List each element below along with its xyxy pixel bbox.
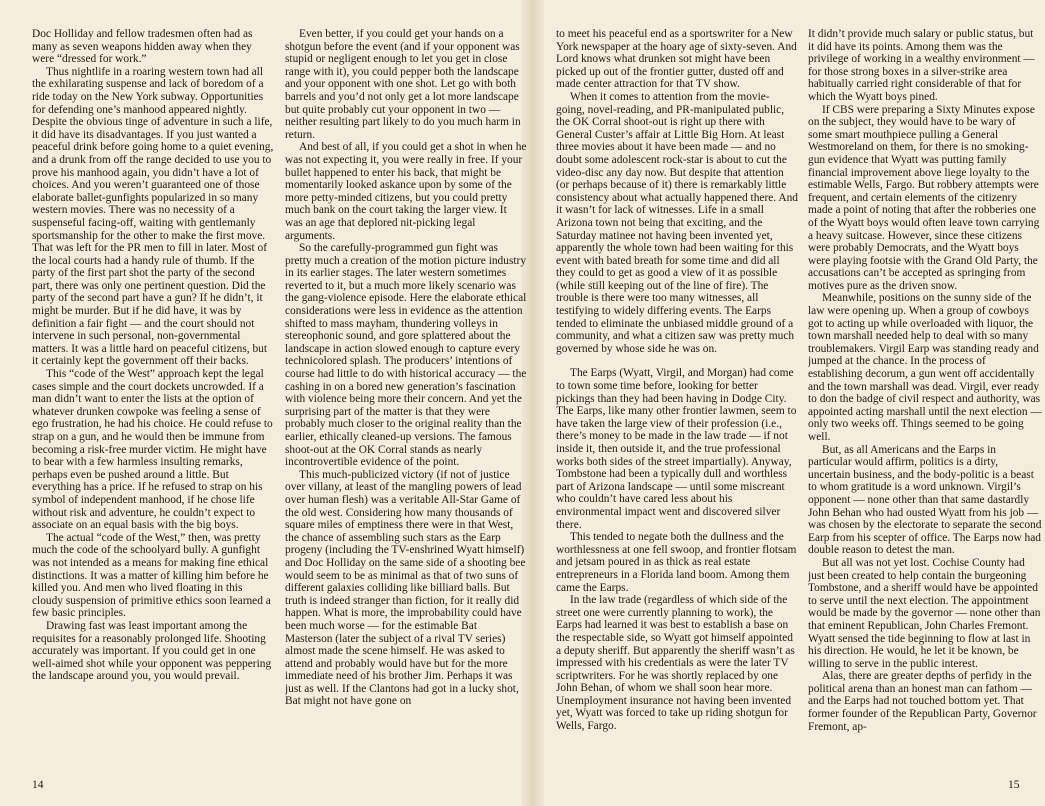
paragraph: The Earps (Wyatt, Virgil, and Morgan) had come to town some time before, looking for better pickings than they had been having in Dodge City. The Earps, like many other frontier lawmen, seem to have taken the large view of their profession (i.e., there’s money to be made in the law trade — if not inside it, then outside it, and the true professional works both sides of the street impartially). Anyway, Tombstone had been a typically dull and worthless part of Arizona landscape — until some miscreant who couldn’t have cared less about his environmental impact went and discovered silver there. xyxy=(556,367,797,531)
paragraph: Meanwhile, positions on the sunny side of the law were opening up. When a group of cowboys got to acting up while overloaded with liquor, the town marshall needed help to deal with so many troublemakers. Virgil Earp was standing ready and jumped at the chance. In the process of establishing decorum, a gun went off accidentally and the town marshall was dead. Virgil, ever ready to don the badge of civil respect and authority, was appointed acting marshall until the next election — only two weeks off. Things seemed to be going well. xyxy=(808,292,1042,443)
paragraph: to meet his peaceful end as a sportswriter for a New York newspaper at the hoary age of sixty-seven. And Lord knows what drunken sot might have been picked up out of the frontier gutter, dusted off and made center attraction for that TV show. xyxy=(556,28,797,91)
paragraph: But all was not yet lost. Cochise County had just been created to help contain the burgeoning Tombstone, and a sheriff would have be appointed to serve until the next election. The appointment would be made by the governor — none other than that eminent Republican, John Charles Fremont. Wyatt sensed the tide beginning to flow at last in his direction. He would, he let it be known, be willing to serve in the public interest. xyxy=(808,556,1041,670)
left-page-column-2 xyxy=(285,28,527,780)
paragraph: It didn’t provide much salary or public status, but it did have its points. Among them was the privilege of working in a wealthy environment — for those strong boxes in a silver-strike area habitually carried right considerable of that for which the Wyatt boys pined. xyxy=(808,28,1035,103)
right-page-column-1 xyxy=(556,28,798,780)
right-page-number: 15 xyxy=(1008,779,1020,791)
paragraph: Thus nightlife in a roaring western town had all the exhilarating suspense and lack of boredom of a ride today on the New York subway. Opportunities for defending one’s manhood appeared nightly. Despite the obvious tinge of adventure in such a life, it did have its disadvantages. If you just wanted a peaceful drink before going home to a quiet evening, and a drunk from off the range decided to use you to prove his manhood again, you didn’t have a lot of choices. And you weren’t guaranteed one of those elaborate ballet-gunfights popularized in so many western movies. There was no necessity of a suspenseful facing-off, waiting with gentlemanly sportsmanship for the other to make the first move. That was left for the PR men to fill in later. Most of the local courts had a handy rule of thumb. If the party of the first part shot the party of the second part, there was only one pertinent question. Did the party of the second part have a gun? If he didn’t, it might be murder. But if he did have, it was by definition a fair fight — and the court should not intervene in such personal, non-governmental matters. It was a little hard on peaceful citizens, but it certainly kept the government off their backs. xyxy=(32,65,274,368)
paragraph: This tended to negate both the dullness and the worthlessness at one fell swoop, and frontier flotsam and jetsam poured in as thick as real estate entrepreneurs in a Florida land boom. Among them came the Earps. xyxy=(556,531,797,594)
paragraph: This “code of the West” approach kept the legal cases simple and the court dockets uncrowded. If a man didn’t want to enter the lists at the option of whatever drunken cowpoke was feeling a sense of ego frustration, he had his choice. He could refuse to strap on a gun, and he would then be immune from becoming a risk-free murder victim. He might have to bear with a few harmless insulting remarks, perhaps even be pushed around a little. But everything has a price. If he refused to strap on his symbol of independent manhood, if he chose life without risk and adventure, he couldn’t expect to associate on an equal basis with the big boys. xyxy=(32,368,273,532)
paragraph: In the law trade (regardless of which side of the street one were currently planning to work), the Earps had learned it was best to establish a base on the respectable side, so Wyatt got himself appointed a deputy sheriff. But apparently the sheriff wasn’t as impressed with his credentials as were the later TV scriptwriters. For he was shortly replaced by one John Behan, of whom we shall soon hear more. Unemployment insurance not having been invented yet, Wyatt was forced to take up riding shotgun for Wells, Fargo. xyxy=(556,594,795,733)
paragraph: Doc Holliday and fellow tradesmen often had as many as seven weapons hidden away when they were “dressed for work.” xyxy=(32,28,253,66)
paragraph: This much-publicized victory (if not of justice over villany, at least of the mangling powers of lead over human flesh) was a veritable All-Star Game of the old west. Considering how many thousands of square miles of emptiness there were in that West, the chance of assembling such stars as the Earp progeny (including the TV-enshrined Wyatt himself) and Doc Holliday on the same side of a shooting bee would seem to be as minimal as that of two suns of different galaxies colliding like billiard balls. But truth is indeed stranger than fiction, for it really did happen. What is more, the improbability could have been much worse — for the estimable Bat Masterson (later the subject of a rival TV series) almost made the scene himself. He was asked to attend and probably would have but for the more immediate need of his brother Jim. Perhaps it was just as well. If the Clantons had got in a lucky shot, Bat might not have gone on xyxy=(285,468,526,708)
paragraph: Drawing fast was least important among the requisites for a reasonably prolonged life. Shooting accurately was important. If you could get in one well-aimed shot while your opponent was peppering the landscape around you, you would prevail. xyxy=(32,619,272,683)
left-page-column-1 xyxy=(32,28,274,780)
paragraph: The actual “code of the West,” then, was pretty much the code of the schoolyard bully. A gunfight was not intended as a means for making fine ethical distinctions. It was a matter of killing him before he killed you. And men who lived floating in this cloudy suspension of primitive ethics soon learned a few basic principles. xyxy=(32,531,271,620)
paragraph: If CBS were preparing a Sixty Minutes expose on the subject, they would have to be wary of some smart mouthpiece pulling a General Westmoreland on them, for there is no smoking-gun evidence that Wyatt was putting family financial improvement above liege loyalty to the estimable Wells, Fargo. But robbery attempts were frequent, and certain elements of the citizenry made a point of noting that after the robberies one of the Wyatt boys would often leave town carrying a heavy suitcase. However, since these citizens were probably Democrats, and the Wyatt boys were playing footsie with the Grand Old Party, the accusations can’t be accepted as springing from motives pure as the driven snow. xyxy=(808,103,1040,292)
left-page-number: 14 xyxy=(32,779,44,791)
paragraph: Even better, if you could get your hands on a shotgun before the event (and if your opponent was stupid or negligent enough to let you get in close range with it), you could pepper both the landscape and your opponent with one shot. Let go with both barrels and you’d not only get a lot more landscape but quite probably cut your opponent in two — neither resulting part likely to do you much harm in return. xyxy=(285,28,521,141)
paragraph: Alas, there are greater depths of perfidy in the political arena than an honest man can fathom — and the Earps had not touched bottom yet. That former founder of the Republican Party, Governor Fremont, ap- xyxy=(808,670,1037,733)
paragraph: So the carefully-programmed gun fight was pretty much a creation of the motion picture industry in its earlier stages. The later western sometimes reverted to it, but a much more likely scenario was the gang-violence episode. Here the elaborate ethical considerations were less in evidence as the attention shifted to mass mayham, thundering volleys in stereophonic sound, and gore splattered about the landscape in action slowed enough to capture every technicolored splash. The producers’ intentions of course had little to do with historical accuracy — the cashing in on a bored new generation’s fascination with violence being more their concern. And yet the surprising part of the matter is that they were probably much closer to the original reality than the earlier, ethically cleaned-up versions. The famous shoot-out at the OK Corral stands as nearly incontrovertible evidence of the point. xyxy=(285,242,527,469)
right-page-column-2 xyxy=(808,28,1042,780)
paragraph: And best of all, if you could get a shot in when he was not expecting it, you were really in free. If your bullet happened to enter his back, that might be momentarily looked askance upon by some of the more petty-minded citizens, but you could pretty much bank on the court taking the larger view. It was an age that deplored nit-picking legal arguments. xyxy=(285,141,527,242)
paragraph: But, as all Americans and the Earps in particular would affirm, politics is a dirty, uncertain business, and the body-politic is a beast to whom gratitude is a word unknown. Virgil’s opponent — none other than that same dastardly John Behan who had ousted Wyatt from his job — was chosen by the electorate to separate the second Earp from his scepter of office. The Earps now had double reason to detest the man. xyxy=(808,443,1042,557)
paragraph: When it comes to attention from the movie-going, novel-reading, and PR-manipulated public, the OK Corral shoot-out is right up there with General Custer’s affair at Little Big Horn. At least three movies about it have been made — and no doubt some adolescent rock-star is about to cut the video-disc any day now. But despite that attention (or perhaps because of it) there is remarkably little consistency about what actually happened there. And it wasn’t for lack of witnesses. Life in a small Arizona town not being that exciting, and the Saturday matinee not having been invented yet, apparently the whole town had been waiting for this event with bated breath for some time and did all they could to get as good a view of it as possible (while still keeping out of the line of fire). The trouble is there were too many witnesses, all testifying to widely differing events. The Earps tended to eliminate the unbiased middle ground of a community, and what a citizen saw was pretty much governed by whose side he was on. xyxy=(556,90,798,355)
